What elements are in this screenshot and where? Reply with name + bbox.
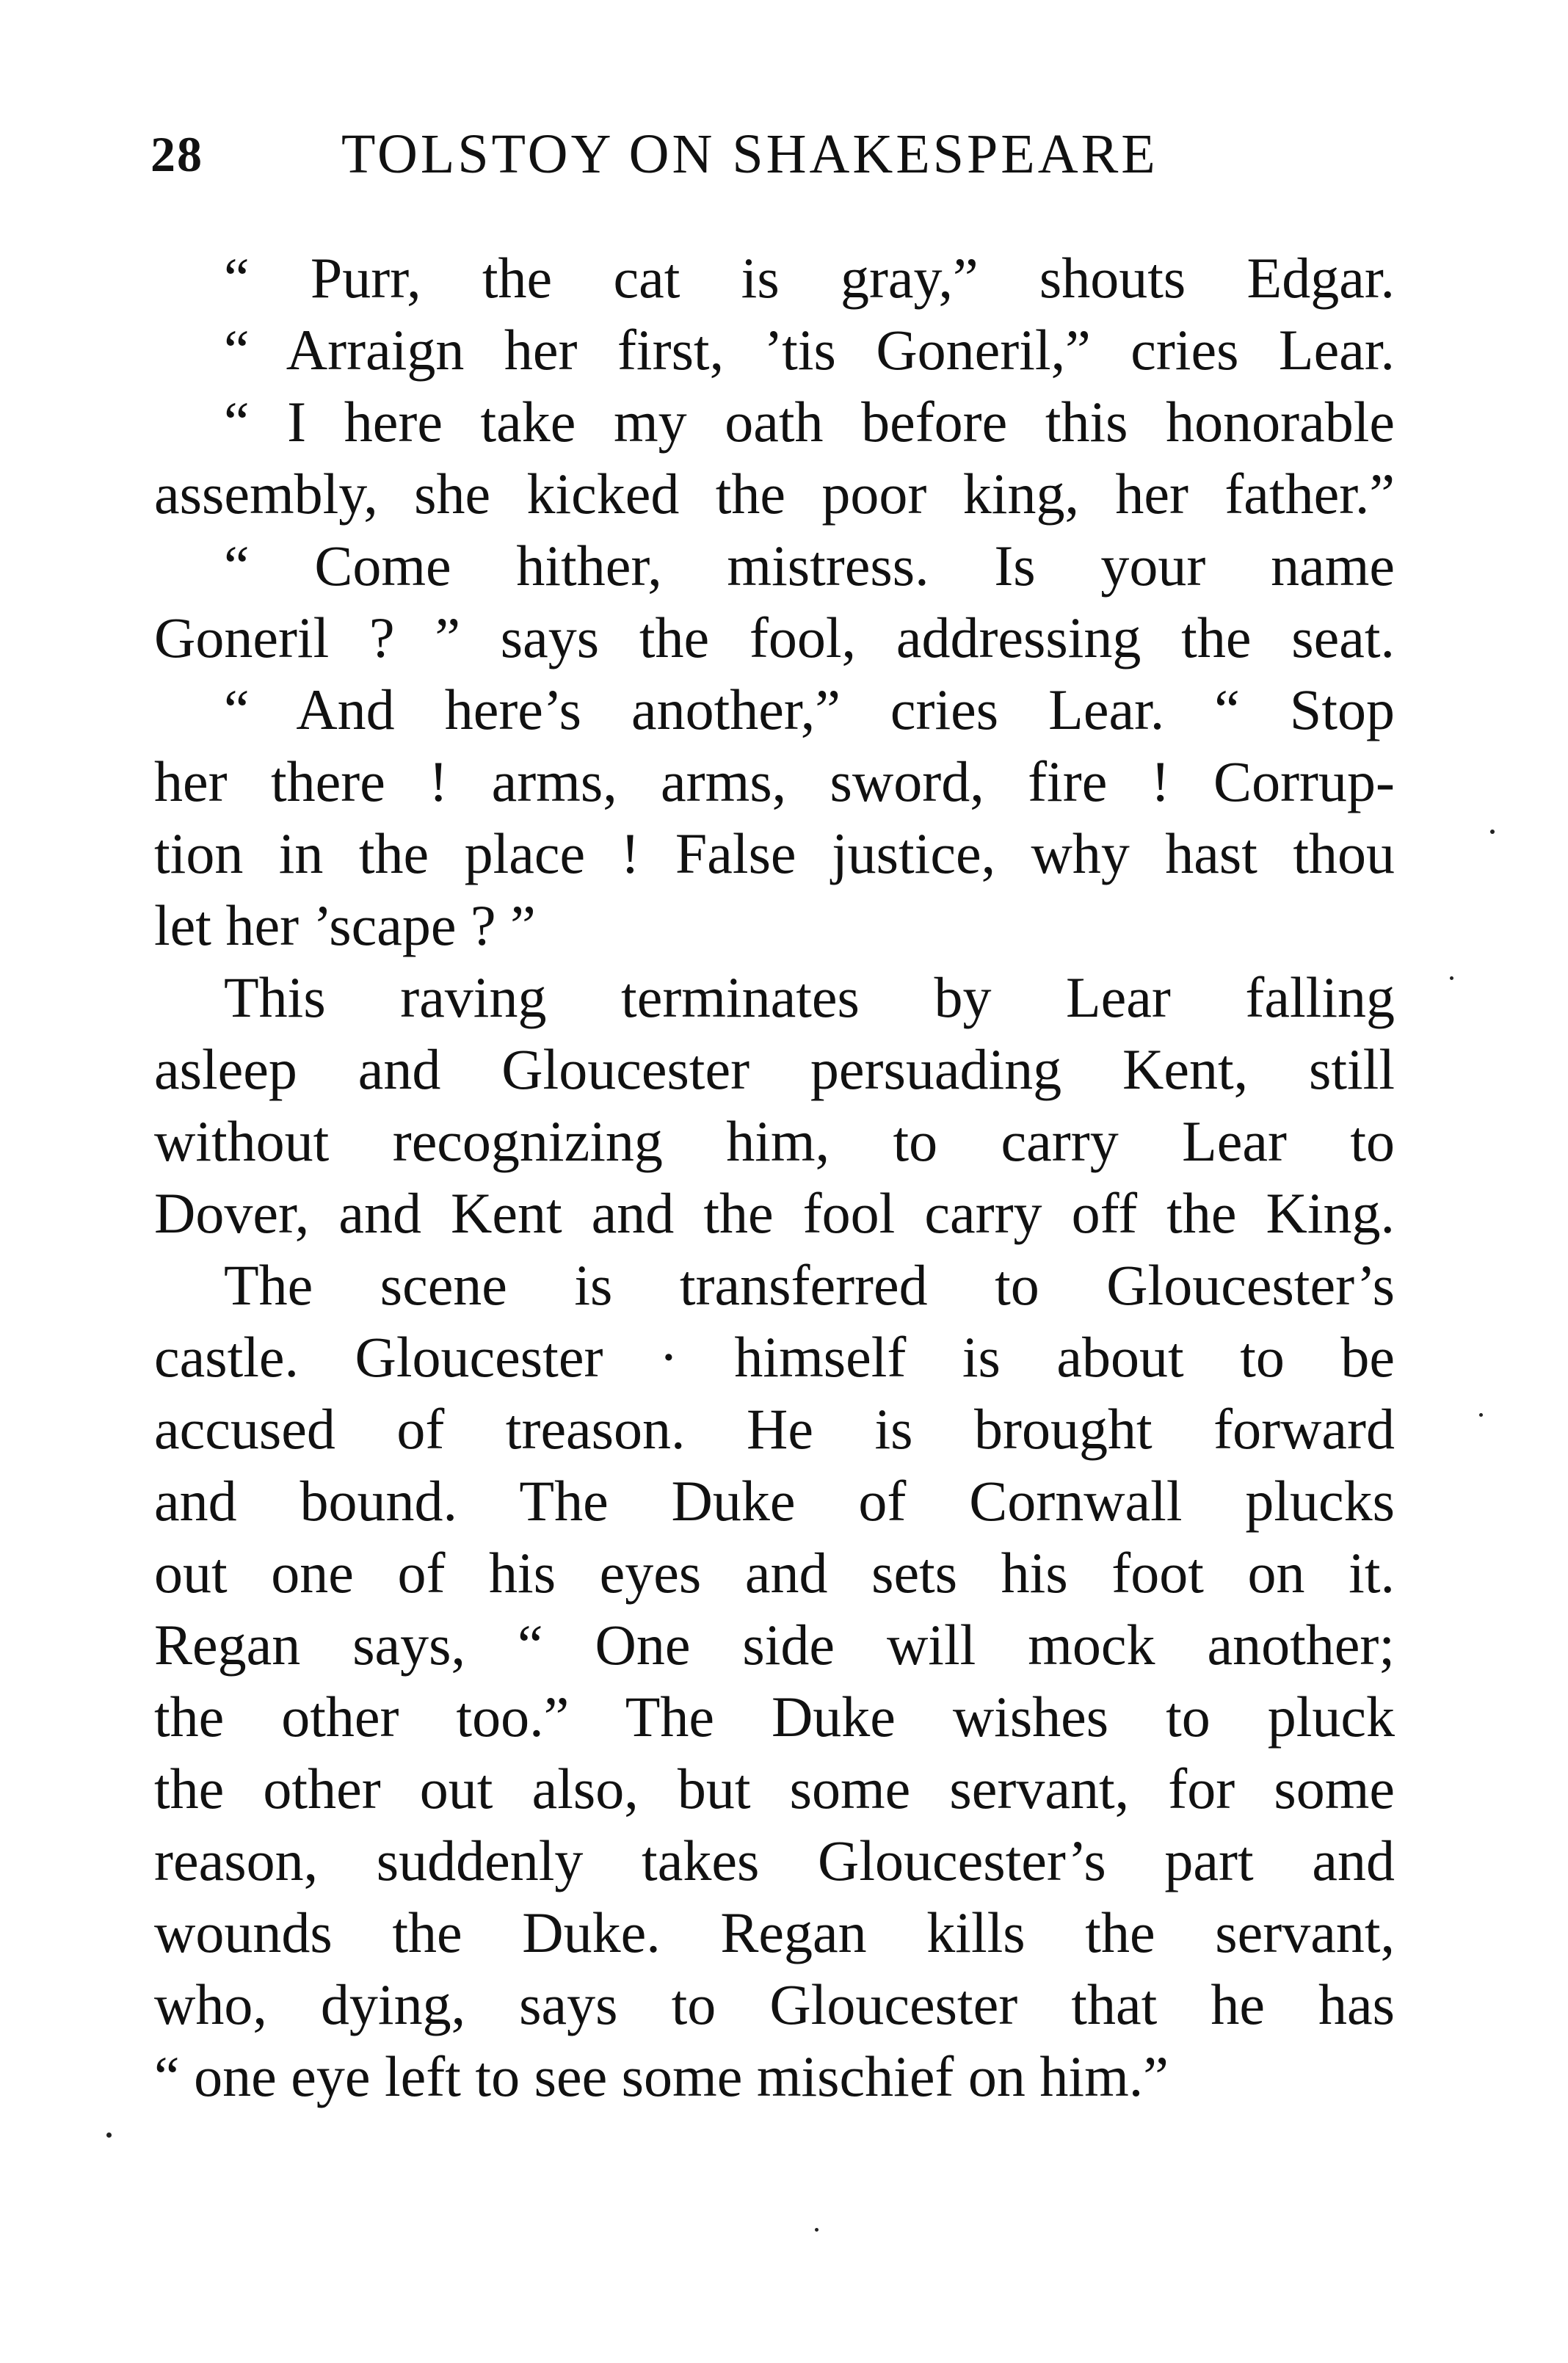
text-line: castle. Gloucester · himself is about to be [154,1325,1395,1389]
running-title: TOLSTOY ON SHAKESPEARE [341,123,1158,185]
text-line: wounds the Duke. Regan kills the servant, [154,1901,1395,1964]
page-header [150,110,1398,198]
text-line: and bound. The Duke of Cornwall plucks [154,1469,1395,1533]
text-line: “ And here’s another,” cries Lear. “ Stop [224,678,1395,741]
text-line: the other out also, but some servant, for some [154,1757,1395,1821]
text-line: tion in the place ! False justice, why hast thou [154,821,1395,885]
text-line: out one of his eyes and sets his foot on it. [154,1541,1395,1605]
text-line: “ one eye left to see some mischief on him.” [154,2044,1169,2108]
scan-speck [1490,830,1495,834]
scan-speck [815,2228,819,2232]
text-line: asleep and Gloucester persuading Kent, still [154,1037,1395,1101]
text-line: without recognizing him, to carry Lear to [154,1109,1395,1173]
text-line: reason, suddenly takes Gloucester’s part and [154,1829,1395,1892]
scan-speck [106,2132,112,2138]
text-line: Dover, and Kent and the fool carry off the King. [154,1181,1395,1245]
text-line: Goneril ? ” says the fool, addressing the seat. [154,606,1395,669]
text-line: “ Come hither, mistress. Is your name [224,534,1395,598]
text-line: who, dying, says to Gloucester that he has [154,1972,1395,2036]
body-text [154,242,1395,2113]
text-line: The scene is transferred to Gloucester’s [224,1253,1395,1317]
text-line: “ Arraign her first, ’tis Goneril,” cries Lear. [224,318,1395,382]
page-number: 28 [150,126,203,182]
text-line: This raving terminates by Lear falling [224,965,1395,1029]
text-line: let her ’scape ? ” [154,893,536,957]
text-line: her there ! arms, arms, sword, fire ! Corrup- [154,749,1395,813]
text-line: accused of treason. He is brought forward [154,1397,1395,1461]
text-line: Regan says, “ One side will mock another; [154,1613,1395,1677]
text-line: assembly, she kicked the poor king, her father.” [154,462,1395,526]
text-line: the other too.” The Duke wishes to pluck [154,1685,1395,1749]
text-line: “ Purr, the cat is gray,” shouts Edgar. [224,246,1395,310]
scan-speck [1479,1413,1483,1417]
text-line: “ I here take my oath before this honorable [224,390,1395,454]
scan-speck [1450,976,1453,980]
